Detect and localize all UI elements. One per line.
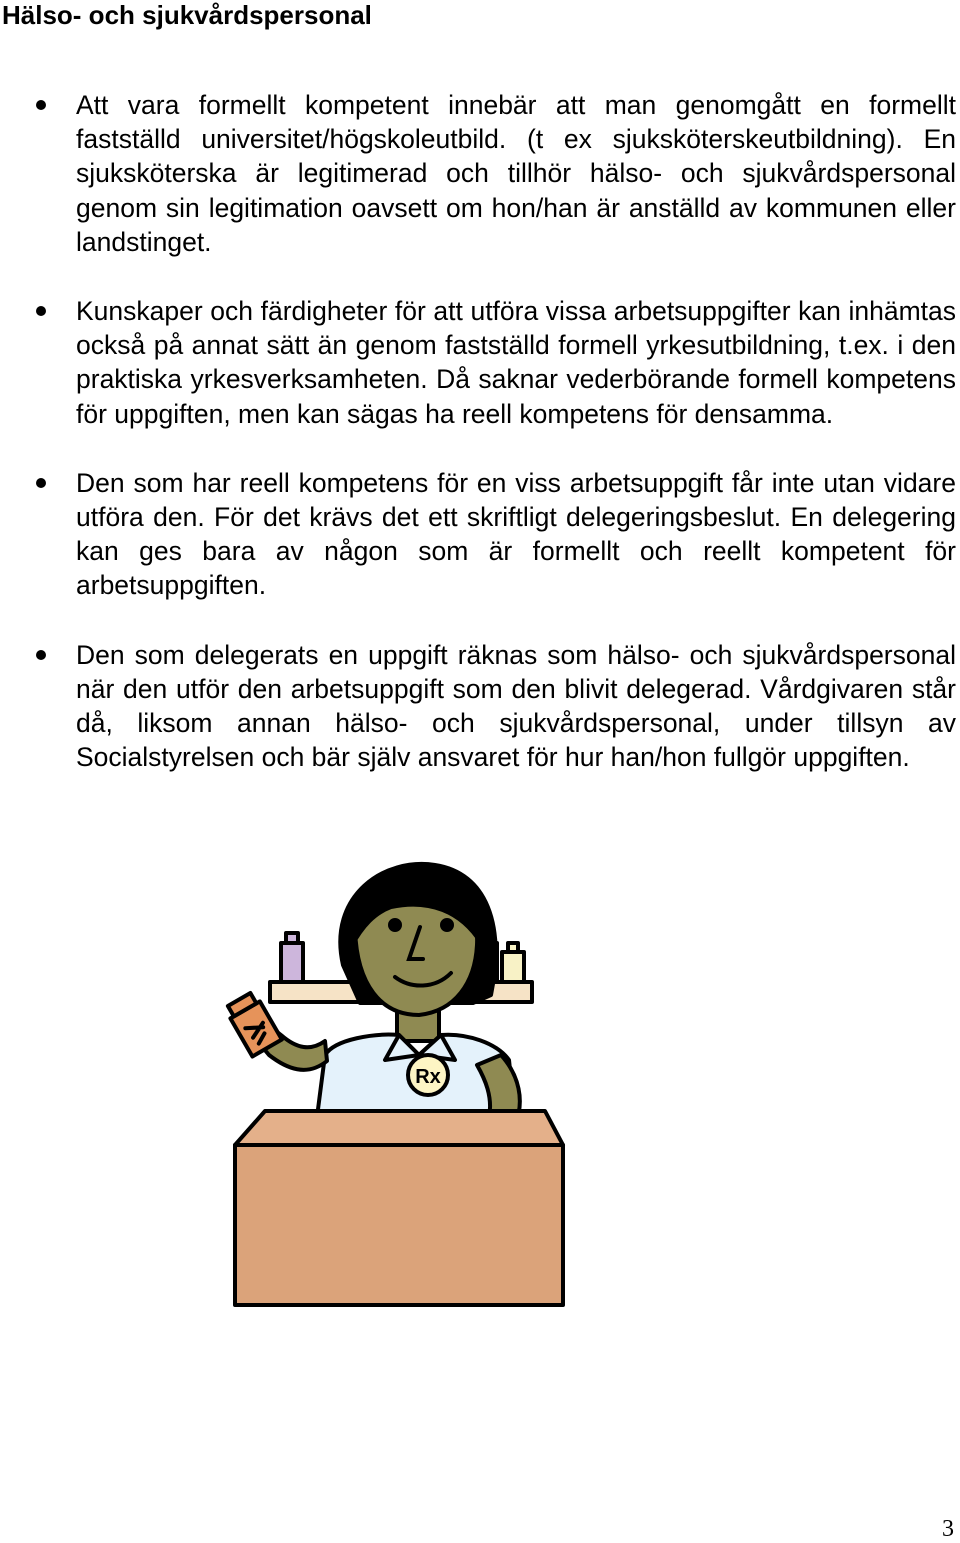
bullet-text: Kunskaper och färdigheter för att utföra vissa arbetsuppgifter kan inhämtas också på annat sätt än genom fastställd formell yrkesutbildning, t.ex. i den praktiska yrkesverksamheten. Då saknar vederbörande formell kompetens för uppgiften, men kan sägas ha reell kompetens för densamma.	[76, 296, 956, 429]
rx-badge-text: Rx	[415, 1066, 441, 1088]
pharmacist-icon	[215, 855, 575, 1310]
bullet-text: Att vara formellt kompetent innebär att man genomgått en formellt fastställd universitet/högskoleutbild. (t ex sjuksköterskeutbildning). En sjuksköterska är legitimerad och tillhör hälso- och sjukvårdspersonal genom sin legitimation oavsett om hon/han är anställd av kommunen eller landstinget.	[76, 90, 956, 257]
page-title: Hälso- och sjukvårdspersonal	[2, 0, 372, 30]
bullet-list	[0, 88, 960, 809]
bottle-purple	[281, 933, 303, 982]
bullet-item-delegerad-personal	[0, 638, 960, 775]
counter-top	[235, 1111, 563, 1145]
bullet-icon	[36, 478, 46, 488]
bullet-item-formell-kompetens	[0, 88, 960, 259]
bullet-icon	[36, 306, 46, 316]
page-number: 3	[942, 1516, 954, 1542]
bullet-item-delegering	[0, 466, 960, 603]
bullet-text: Den som har reell kompetens för en viss arbetsuppgift får inte utan vidare utföra den. För det krävs det ett skriftligt delegeringsbeslut. En delegering kan ges bara av någon som är formellt och reellt kompetent för arbetsuppgiften.	[76, 467, 956, 601]
bottle-yellow	[502, 943, 524, 982]
bullet-icon	[36, 100, 46, 110]
bullet-icon	[36, 650, 46, 660]
counter-front	[235, 1145, 563, 1305]
bullet-text: Den som delegerats en uppgift räknas som hälso- och sjukvårdspersonal när den utför den arbetsuppgift som den blivit delegerad. Vårdgivaren står då, liksom annan hälso- och sjukvårdspersonal, under tillsyn av Socialstyrelsen och bär själv ansvaret för hur han/hon fullgör uppgiften.	[76, 639, 956, 773]
bullet-item-reell-kompetens	[0, 294, 960, 431]
